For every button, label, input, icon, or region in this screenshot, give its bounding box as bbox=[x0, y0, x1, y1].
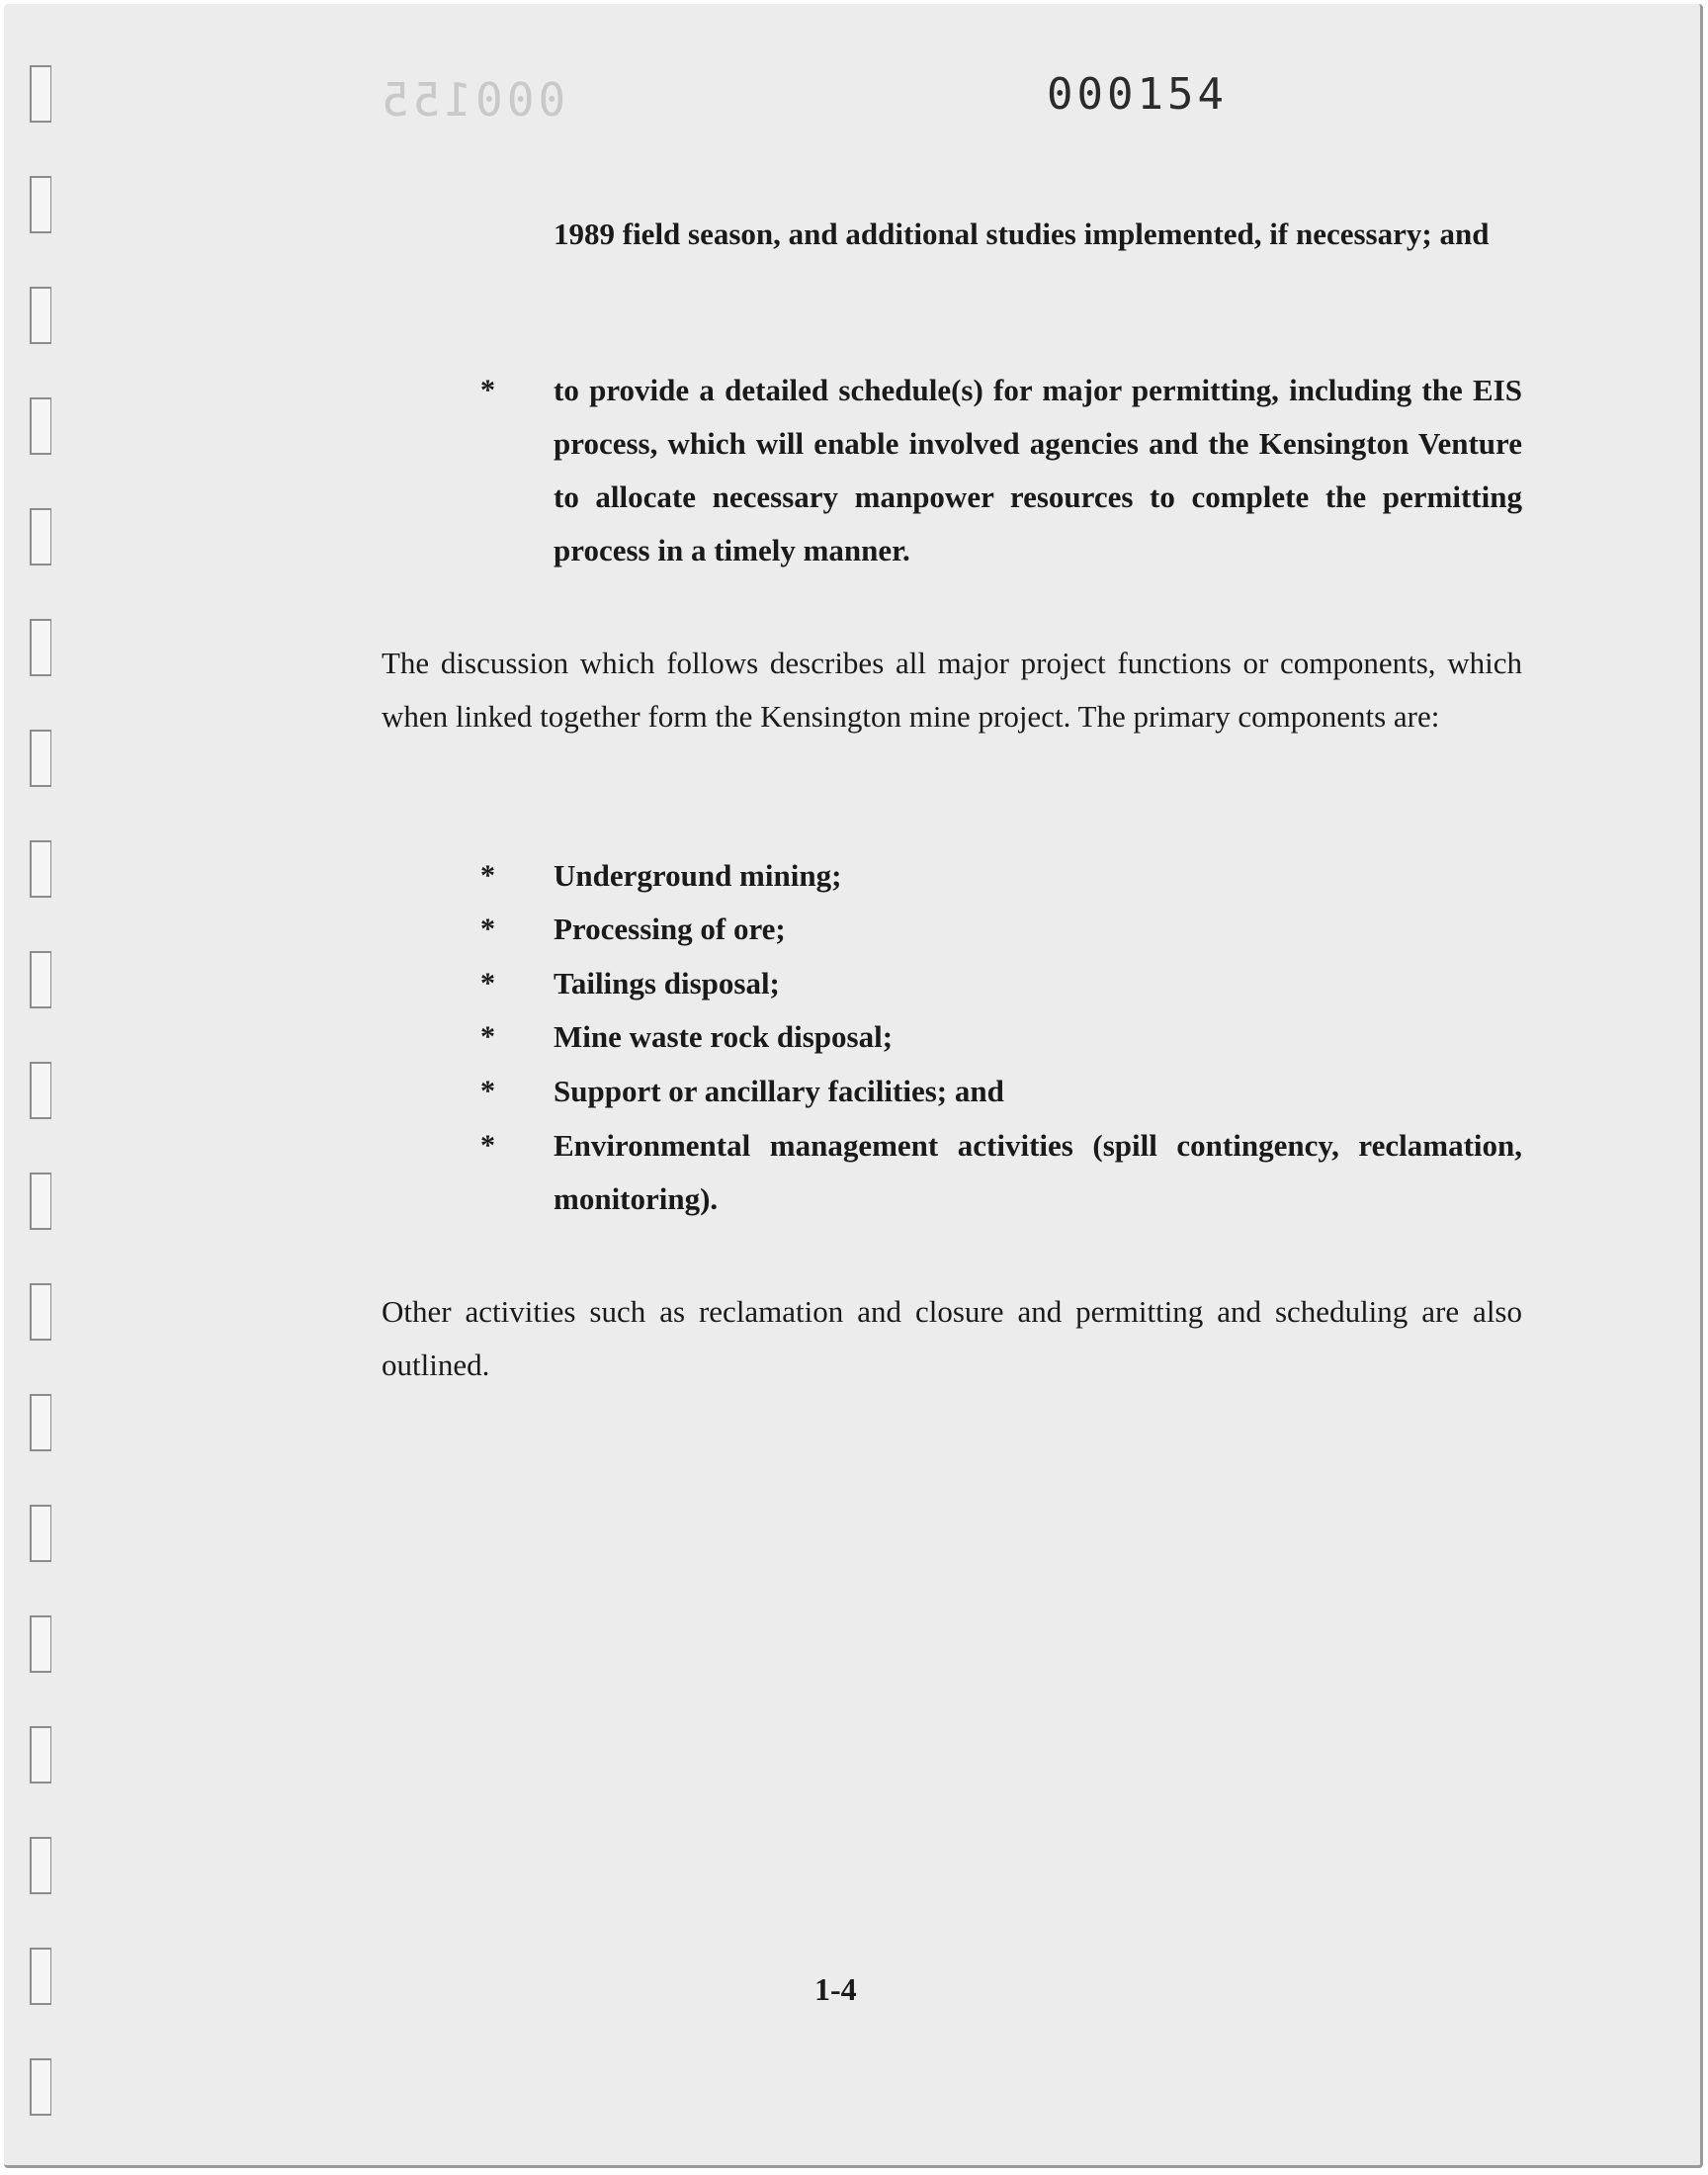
bullet-asterisk: * bbox=[480, 859, 495, 892]
closing-paragraph: Other activities such as reclamation and closure and permitting and scheduling are also outlined. bbox=[382, 1294, 1522, 1382]
document-page bbox=[4, 4, 1703, 2168]
continued-bullet-text: 1989 field season, and additional studies implemented, if necessary; and bbox=[554, 217, 1490, 251]
list-item bbox=[480, 1119, 1522, 1226]
component-label: Processing of ore; bbox=[554, 912, 786, 946]
schedule-bullet-text: to provide a detailed schedule(s) for major permitting, including the EIS process, which will enable involved agencies and the Kensington Venture to allocate necessary manpower resources to complete the permitting process in a timely manner. bbox=[554, 373, 1522, 567]
binder-hole bbox=[30, 65, 51, 123]
binder-hole bbox=[30, 951, 51, 1008]
binder-hole bbox=[30, 730, 51, 787]
list-item bbox=[480, 849, 1522, 903]
binder-hole bbox=[30, 1615, 51, 1673]
bates-number-bleedthrough: 000155 bbox=[378, 73, 566, 127]
binder-hole bbox=[30, 1173, 51, 1230]
list-item bbox=[480, 1065, 1522, 1118]
binder-hole bbox=[30, 176, 51, 233]
bullet-asterisk: * bbox=[480, 1075, 495, 1107]
binder-hole bbox=[30, 1726, 51, 1784]
binder-hole bbox=[30, 1062, 51, 1119]
bullet-asterisk: * bbox=[480, 374, 495, 406]
binder-hole bbox=[30, 1283, 51, 1341]
list-item bbox=[480, 1010, 1522, 1064]
list-item bbox=[480, 957, 1522, 1010]
binder-hole bbox=[30, 397, 51, 455]
binder-hole bbox=[30, 287, 51, 344]
component-label: Support or ancillary facilities; and bbox=[554, 1074, 1004, 1108]
bullet-asterisk: * bbox=[480, 1129, 495, 1162]
binder-hole bbox=[30, 508, 51, 566]
binder-hole bbox=[30, 1948, 51, 2005]
list-item bbox=[480, 903, 1522, 956]
component-label: Mine waste rock disposal; bbox=[554, 1019, 894, 1054]
bullet-asterisk: * bbox=[480, 913, 495, 945]
page-number: 1-4 bbox=[814, 1971, 857, 2007]
binder-hole bbox=[30, 619, 51, 676]
binder-holes bbox=[30, 65, 53, 2132]
binder-hole bbox=[30, 2058, 51, 2116]
binder-hole bbox=[30, 840, 51, 898]
bates-number: 000154 bbox=[1047, 69, 1228, 120]
binder-hole bbox=[30, 1394, 51, 1451]
schedule-bullet-item bbox=[480, 364, 1522, 581]
intro-paragraph: The discussion which follows describes all major project functions or components, which when linked together form the Kensington mine project. The primary components are: bbox=[382, 646, 1522, 734]
component-label: Environmental management activities (spill contingency, reclamation, monitoring). bbox=[554, 1128, 1522, 1216]
binder-hole bbox=[30, 1505, 51, 1562]
component-label: Tailings disposal; bbox=[554, 966, 780, 1000]
bullet-asterisk: * bbox=[480, 1020, 495, 1053]
bullet-asterisk: * bbox=[480, 967, 495, 1000]
component-label: Underground mining; bbox=[554, 858, 842, 893]
binder-hole bbox=[30, 1837, 51, 1894]
